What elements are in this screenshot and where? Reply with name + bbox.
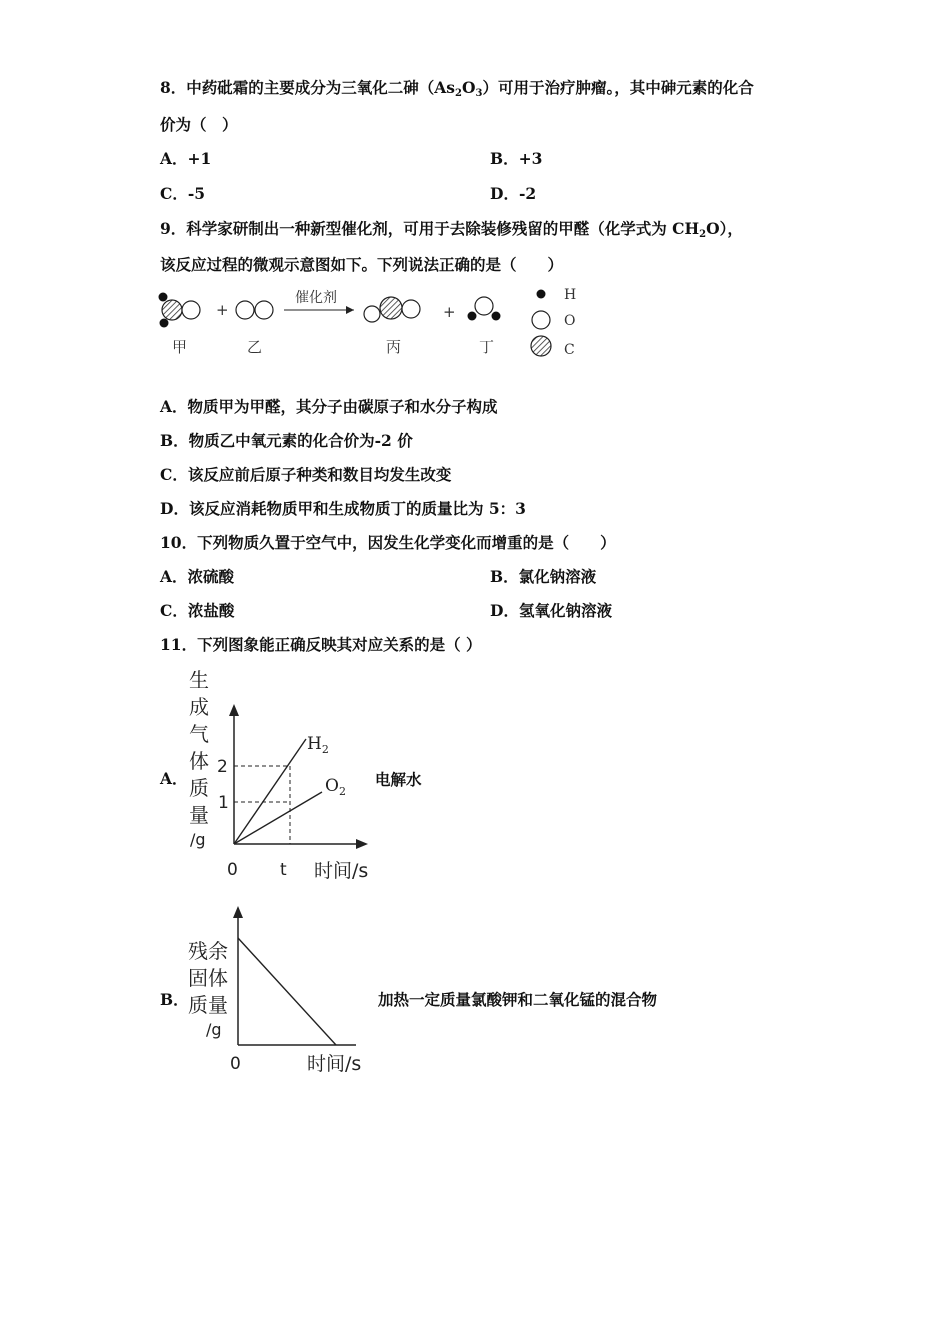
graph-a-ylabel-char: 生 [189,668,209,692]
graph-b-ylabel-line: 固体 [188,966,228,990]
q9-option-a[interactable]: A．物质甲为甲醛，其分子由碳原子和水分子构成 [160,397,498,416]
graph-a-h2-label: $H_2$ [307,734,329,756]
q11-option-a-label[interactable]: A． [160,769,188,788]
q10-stem: 10．下列物质久置于空气中，因发生化学变化而增重的是（ ） [160,533,616,552]
graph-b-y-arrow-icon [233,906,243,918]
q10-option-b[interactable]: B．氯化钠溶液 [490,567,597,586]
legend-h-label: H [564,287,577,303]
label-ding: 丁 [479,338,495,356]
legend-h-icon [537,290,546,299]
graph-a-y-arrow-icon [229,704,239,716]
molecule-yi [236,301,273,319]
graph-a-t-label: t [280,860,287,880]
reaction-diagram [150,282,600,367]
q8-stem-line2: 价为（ ） [160,115,238,134]
molecule-bing [364,297,420,322]
q10-option-a[interactable]: A．浓硫酸 [160,567,235,586]
graph-b-ylabel-line: 质量 [188,993,228,1017]
graph-a-electrolysis [180,662,390,887]
graph-a-xlabel: 时间/s [314,860,369,882]
q10-option-c[interactable]: C．浓盐酸 [160,601,235,620]
legend-o-icon [532,311,550,329]
q8-option-d[interactable]: D．-2 [490,184,537,203]
graph-a-o2-line [234,792,322,844]
q9-option-d[interactable]: D．该反应消耗物质甲和生成物质丁的质量比为 5：3 [160,499,526,518]
graph-a-ylabel-unit: /g [190,830,206,849]
label-jia: 甲 [172,338,188,356]
graph-a-h2-line [234,739,306,844]
q8-option-b[interactable]: B．+3 [490,149,543,168]
q9-option-c[interactable]: C．该反应前后原子种类和数目均发生改变 [160,465,452,484]
q11-stem: 11．下列图象能正确反映其对应关系的是（ ） [160,635,482,654]
plus-sign-2: + [443,303,456,321]
graph-a-caption: 电解水 [375,770,422,789]
graph-a-ylabel-char: 体 [189,749,209,773]
label-bing: 丙 [386,338,402,356]
q9-stem-line2: 该反应过程的微观示意图如下。下列说法正确的是（ ） [160,255,564,274]
graph-b-caption: 加热一定质量氯酸钾和二氧化锰的混合物 [378,990,658,1009]
legend-o-label: O [564,313,576,329]
q8-stem-line1: 8．中药砒霜的主要成分为三氧化二砷$(As_2O_3)$可用于治疗肿瘤。，其中砷元素的化合 [160,78,754,99]
q10-option-d[interactable]: D．氢氧化钠溶液 [490,601,612,620]
graph-a-o2-label: $O_2$ [325,776,346,798]
graph-b-xlabel: 时间/s [307,1053,362,1075]
graph-b-residual-solid [180,898,390,1078]
q9-stem-line1: 9．科学家研制出一种新型催化剂，可用于去除装修残留的甲醛（化学式为 $CH_2O$）， [160,219,743,240]
graph-a-x-arrow-icon [356,839,368,849]
graph-a-ylabel-char: 量 [189,803,209,827]
graph-a-tick-1: 1 [218,793,229,813]
graph-a-tick-2: 2 [217,757,228,777]
catalyst-label: 催化剂 [295,290,337,306]
q8-option-a[interactable]: A．+1 [160,149,212,168]
plus-sign-1: + [216,301,229,319]
graph-b-data-line [238,938,336,1045]
molecule-jia [159,293,201,328]
q8-option-c[interactable]: C．-5 [160,184,206,203]
q9-option-b[interactable]: B．物质乙中氧元素的化合价为-2 价 [160,431,413,450]
legend-c-label: C [564,342,575,358]
graph-b-ylabel-unit: /g [206,1020,222,1039]
q11-option-b-label[interactable]: B． [160,990,189,1009]
molecule-ding [468,297,501,321]
graph-a-ylabel-char: 气 [189,722,209,746]
graph-a-ylabel-char: 成 [189,695,209,719]
legend-c-icon [531,336,551,356]
legend [531,287,576,358]
graph-a-origin: 0 [227,860,238,880]
graph-b-origin: 0 [230,1054,241,1074]
label-yi: 乙 [247,338,263,356]
graph-b-ylabel-line: 残余 [188,939,228,963]
arrow-head-icon [346,306,354,314]
graph-a-ylabel-char: 质 [189,776,209,800]
